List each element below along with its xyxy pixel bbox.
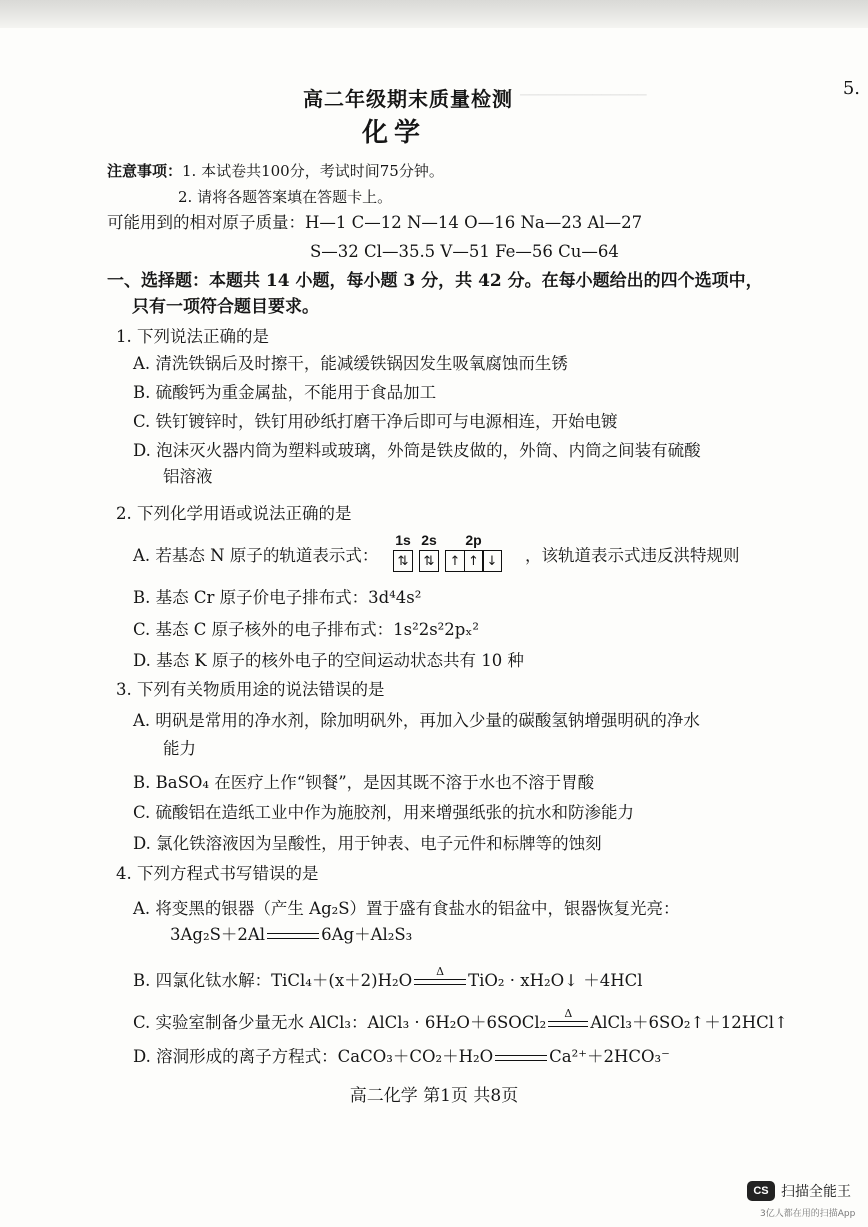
q4-c-reactants: C. 实验室制备少量无水 AlCl₃：AlCl₃ · 6H₂O＋6SOCl₂ [133, 1013, 547, 1032]
atomic-masses-line-1: 可能用到的相对原子质量：H—1 C—12 N—14 O—16 Na—23 Al—27 [107, 213, 643, 232]
q4-a-reactants: 3Ag₂S＋2Al [170, 925, 266, 944]
section-1-heading: 一、选择题：本题共 14 小题，每小题 3 分，共 42 分。在每小题给出的四个选项中， [107, 271, 763, 291]
q4-option-b [133, 964, 643, 992]
notes-item-2: 2. 请将各题答案填在答题卡上。 [178, 188, 393, 206]
exam-title: 高二年级期末质量检测 [303, 87, 513, 111]
q1-option-d: D. 泡沫灭火器内筒为塑料或玻璃，外筒是铁皮做的，外筒、内筒之间装有硫酸 [133, 441, 701, 460]
q1-option-a: A. 清洗铁锅后及时擦干，能减缓铁锅因发生吸氧腐蚀而生锈 [133, 354, 568, 373]
notes-item-1: 1. 本试卷共100分，考试时间75分钟。 [182, 162, 444, 180]
q4-option-d [133, 1046, 670, 1068]
scanner-logo-icon: CS [747, 1181, 775, 1201]
q4-b-reactants: B. 四氯化钛水解：TiCl₄＋(x＋2)H₂O [133, 971, 413, 990]
scan-top-shadow [0, 0, 868, 28]
scanner-app-name: 扫描全能王 [781, 1184, 851, 1200]
orbital-label: 2p [465, 532, 482, 548]
notes-line-1 [107, 160, 444, 182]
q2-stem: 2. 下列化学用语或说法正确的是 [116, 504, 352, 523]
equal-sign-icon [267, 929, 319, 943]
orbital-box: ⇅ [419, 550, 439, 572]
notes-label: 注意事项： [107, 162, 183, 180]
q2-option-a-pre: A. 若基态 N 原子的轨道表示式： [133, 546, 379, 565]
q3-option-a-cont: 能力 [163, 739, 196, 758]
q1-option-c: C. 铁钉镀锌时，铁钉用砂纸打磨干净后即可与电源相连，开始电镀 [133, 412, 618, 431]
page-corner-number: 5. [842, 78, 860, 99]
orbital-box: ↑ [464, 550, 484, 572]
q2-option-d: D. 基态 K 原子的核外电子的空间运动状态共有 10 种 [133, 651, 524, 670]
bleed-through-text: ────────────── [520, 86, 647, 104]
q1-option-d-cont: 铝溶液 [163, 467, 213, 486]
q4-d-reactants: D. 溶洞形成的离子方程式：CaCO₃＋CO₂＋H₂O [133, 1047, 494, 1066]
q3-option-c: C. 硫酸铝在造纸工业中作为施胶剂，用来增强纸张的抗水和防渗能力 [133, 803, 635, 822]
delta-symbol: Δ [436, 964, 445, 978]
orbital-label: 1s [395, 532, 411, 548]
atomic-masses-line-2: S—32 Cl—35.5 V—51 Fe—56 Cu—64 [310, 242, 619, 261]
exam-subject: 化学 [362, 118, 427, 148]
q2-option-b: B. 基态 Cr 原子价电子排布式：3d⁴4s² [133, 588, 422, 607]
orbital-label: 2s [421, 532, 437, 548]
delta-symbol: Δ [564, 1006, 573, 1020]
orbital-box: ↓ [482, 550, 502, 572]
q3-option-b: B. BaSO₄ 在医疗上作“钡餐”，是因其既不溶于水也不溶于胃酸 [133, 773, 595, 792]
q2-option-c: C. 基态 C 原子核外的电子排布式：1s²2s²2pₓ² [133, 620, 479, 639]
q3-stem: 3. 下列有关物质用途的说法错误的是 [116, 680, 385, 699]
q4-stem: 4. 下列方程式书写错误的是 [116, 864, 319, 883]
equal-sign-icon [495, 1051, 547, 1065]
q1-stem: 1. 下列说法正确的是 [116, 327, 269, 346]
orbital-box: ⇅ [393, 550, 413, 572]
q4-a-products: 6Ag＋Al₂S₃ [321, 925, 413, 944]
section-1-heading-cont: 只有一项符合题目要求。 [132, 297, 319, 317]
q4-option-c [133, 1006, 788, 1034]
q1-option-b: B. 硫酸钙为重金属盐，不能用于食品加工 [133, 383, 437, 402]
orbital-diagram [393, 532, 508, 572]
q4-d-products: Ca²⁺＋2HCO₃⁻ [549, 1047, 670, 1066]
orbital-group-2s [419, 532, 439, 572]
q4-b-products: TiO₂ · xH₂O↓ ＋4HCl [468, 971, 643, 990]
page-footer: 高二化学 第1页 共8页 [349, 1086, 519, 1106]
heat-equal-sign-icon [414, 964, 466, 989]
q2-option-a-post: ，该轨道表示式违反洪特规则 [525, 546, 740, 565]
orbital-group-1s [393, 532, 413, 572]
q4-option-a: A. 将变黑的银器（产生 Ag₂S）置于盛有食盐水的铝盆中，银器恢复光亮： [133, 899, 680, 918]
q4-c-products: AlCl₃＋6SO₂↑＋12HCl↑ [590, 1013, 788, 1032]
q4-option-a-equation [170, 924, 412, 946]
q3-option-a: A. 明矾是常用的净水剂，除加明矾外，再加入少量的碳酸氢钠增强明矾的净水 [133, 711, 700, 730]
orbital-box: ↑ [445, 550, 465, 572]
heat-equal-sign-icon [548, 1006, 588, 1031]
orbital-group-2p [445, 532, 502, 572]
scanner-tagline: 3亿人都在用的扫描App [760, 1209, 856, 1219]
q3-option-d: D. 氯化铁溶液因为呈酸性，用于钟表、电子元件和标牌等的蚀刻 [133, 834, 602, 853]
scanner-watermark [747, 1181, 851, 1201]
